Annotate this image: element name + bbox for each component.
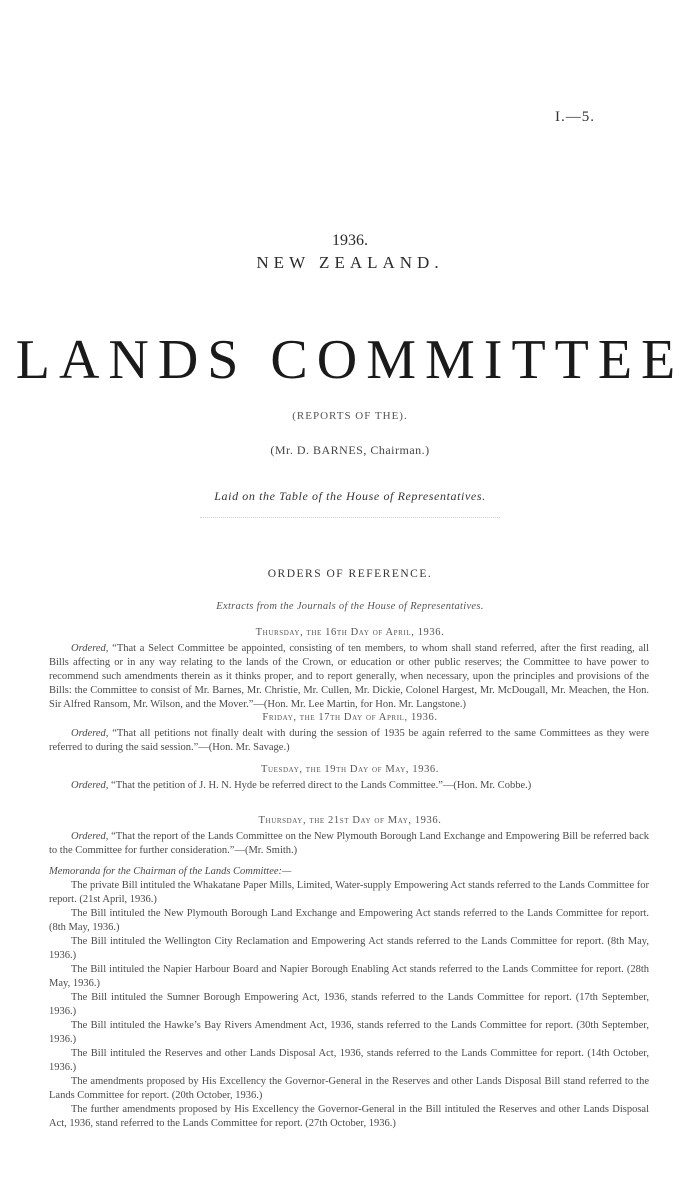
extracts-heading: Extracts from the Journals of the House of Representatives.: [216, 601, 484, 612]
entry-text: “That a Select Committee be appointed, consisting of ten members, to whom shall stand referred, after the first reading, all Bills affecting or in any way relating to the lands of the Crown, or education or other public reserves; the Committee to have power to recommend such amendments therein as it thinks proper, and to report generally, when necessary, upon the principles and provisions of the Bills: the Committee to consist of Mr. Barnes, Mr. Christie, Mr. Cullen, Mr. Dickie, Colonel Hargest, Mr. McDougall, Mr. Meachen, the Hon. Sir Alfred Ransom, Mr. Wilson, and the Mover.”—(Hon. Mr. Lee Martin, for Hon. Mr. Langstone.): [49, 643, 649, 710]
entry-date: Thursday, the 21st Day of May, 1936.: [258, 815, 442, 826]
document-year: 1936.: [332, 232, 368, 249]
document-subtitle: (REPORTS OF THE).: [292, 410, 408, 422]
chairman-line: (Mr. D. BARNES, Chairman.): [270, 443, 430, 457]
memoranda-item: The further amendments proposed by His Excellency the Governor-General in the Bill intituled the Reserves and other Lands Disposal Act, 1936, stand referred to the Lands Committee for report. (27th October, 1936.): [49, 1104, 649, 1129]
memoranda-block: [49, 865, 649, 1131]
entry-date: Tuesday, the 19th Day of May, 1936.: [260, 764, 440, 775]
memoranda-item: The Bill intituled the Wellington City Reclamation and Empowering Act stands referred to the Lands Committee for report. (8th May, 1936.): [49, 936, 649, 961]
entry-paragraph: [49, 727, 649, 755]
memoranda-heading: Memoranda for the Chairman of the Lands Committee:—: [49, 866, 292, 877]
document-title: LANDS COMMITTEE: [15, 329, 685, 391]
entry-lead: Ordered,: [71, 643, 109, 654]
entry-paragraph: [49, 779, 649, 793]
entry-text: “That the petition of J. H. N. Hyde be referred direct to the Lands Committee.”—(Hon. Mr. Cobbe.): [111, 780, 532, 791]
memoranda-item: The Bill intituled the Sumner Borough Empowering Act, 1936, stands referred to the Lands Committee for report. (17th September, 1936.): [49, 992, 649, 1017]
memoranda-item: The Bill intituled the New Plymouth Borough Land Exchange and Empowering Act stands referred to the Lands Committee for report. (8th May, 1936.): [49, 908, 649, 933]
memoranda-item: The Bill intituled the Reserves and other Lands Disposal Act, 1936, stands referred to the Lands Committee for report. (14th October, 1936.): [49, 1048, 649, 1073]
memoranda-item: The Bill intituled the Hawke’s Bay Rivers Amendment Act, 1936, stands referred to the Lands Committee for report. (30th September, 1936.): [49, 1020, 649, 1045]
entry-lead: Ordered,: [71, 780, 109, 791]
entry-text: “That the report of the Lands Committee on the New Plymouth Borough Land Exchange and Empowering Bill be referred back to the Committee for further consideration.”—(Mr. Smith.): [49, 831, 649, 856]
memoranda-item: The private Bill intituled the Whakatane Paper Mills, Limited, Water-supply Empowering Act stands referred to the Lands Committee for report. (21st April, 1936.): [49, 880, 649, 905]
memoranda-item: The amendments proposed by His Excellency the Governor-General in the Reserves and other Lands Disposal Bill stand referred to the Lands Committee for report. (20th October, 1936.): [49, 1076, 649, 1101]
memoranda-item: The Bill intituled the Napier Harbour Board and Napier Borough Enabling Act stands referred to the Lands Committee for report. (28th May, 1936.): [49, 964, 649, 989]
entry-lead: Ordered,: [71, 831, 109, 842]
laid-on-table-notice: Laid on the Table of the House of Representatives.: [214, 489, 486, 503]
orders-heading: ORDERS OF REFERENCE.: [267, 568, 433, 580]
page-reference: I.—5.: [555, 109, 595, 125]
entry-text: “That all petitions not finally dealt with during the session of 1935 be again referred to the same Committees as they were referred to during the said session.”—(Hon. Mr. Savage.): [49, 728, 649, 753]
entry-paragraph: [49, 642, 649, 712]
entry-date: Friday, the 17th Day of April, 1936.: [262, 712, 438, 723]
country-name: NEW ZEALAND.: [256, 253, 444, 272]
entry-lead: Ordered,: [71, 728, 109, 739]
entry-paragraph: [49, 830, 649, 858]
entry-date: Thursday, the 16th Day of April, 1936.: [255, 627, 445, 638]
divider: [200, 517, 500, 518]
